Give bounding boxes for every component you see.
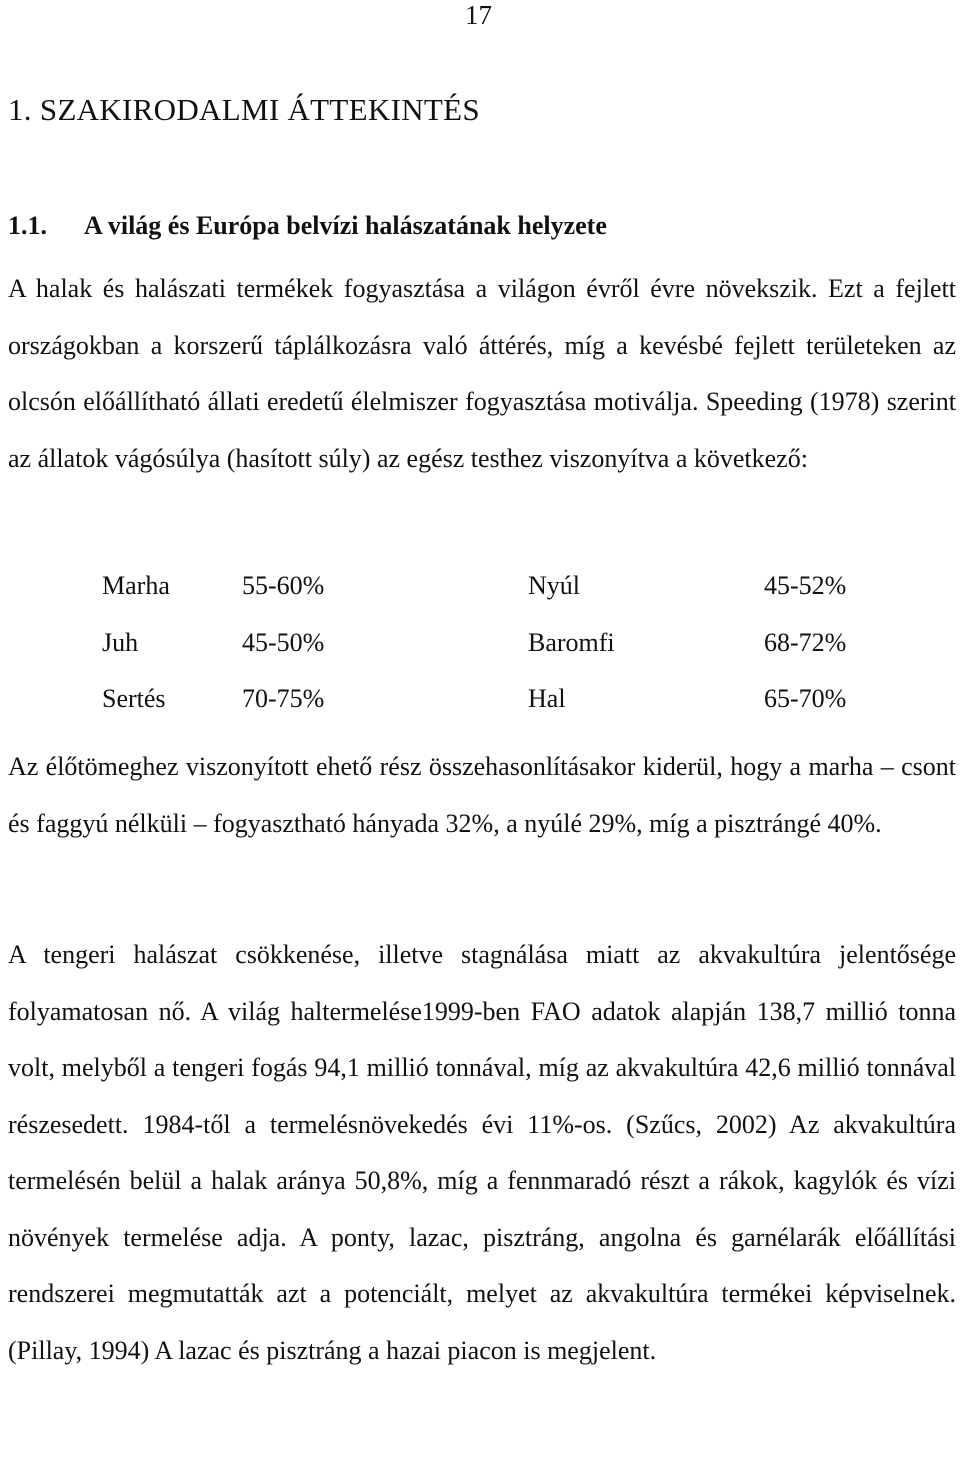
animal-name: Marha [102,571,170,601]
yield-value: 68-72% [764,627,847,657]
paragraph-intro: A halak és halászati termékek fogyasztása a világon évről évre növekszik. Ezt a fejlett országokban a korszerű táplálkozásra való áttérés, míg a kevésbé fejlett területeken az olcsón előállítható állati eredetű élelmiszer fogyasztása motiválja. Speeding (1978) szerint az állatok vágósúlya (hasított súly) az egész testhez viszonyítva a következő: [8,274,956,473]
table-row [102,671,874,728]
section-title: A világ és Európa belvízi halászatának helyzete [84,211,607,240]
animal-name: Juh [102,627,139,657]
yield-table [102,558,874,728]
paragraph-aquaculture: A tengeri halászat csökkenése, illetve stagnálása miatt az akvakultúra jelentősége folyamatosan nő. A világ haltermelése1999-ben FAO adatok alapján 138,7 millió tonna volt, melyből a tengeri fogás 94,1 millió tonnával, míg az akvakultúra 42,6 millió tonnával részesedett. 1984-től a termelésnövekedés évi 11%-os. (Szűcs, 2002) Az akvakultúra termelésén belül a halak aránya 50,8%, míg a fennmaradó részt a rákok, kagylók és vízi növények termelése adja. A ponty, lazac, pisztráng, angolna és garnélarák előállítási rendszerei megmutatták azt a potenciált, melyet az akvakultúra termékei képviselnek. (Pillay, 1994) A lazac és pisztráng a hazai piacon is megjelent. [8,940,956,1365]
section-number: 1.1. [8,211,47,240]
page-number: 17 [465,0,492,30]
table-row [102,615,874,672]
yield-value: 55-60% [242,571,325,601]
chapter-title: 1. SZAKIRODALMI ÁTTEKINTÉS [8,92,480,127]
yield-value: 65-70% [764,684,847,714]
animal-name: Hal [528,684,566,714]
paragraph-comparison: Az élőtömeghez viszonyított ehető rész összehasonlításakor kiderül, hogy a marha – csont és faggyú nélküli – fogyasztható hányada 32%, a nyúlé 29%, míg a pisztrángé 40%. [8,752,956,838]
section-heading [8,208,607,244]
animal-name: Baromfi [528,627,615,657]
yield-value: 70-75% [242,684,325,714]
yield-value: 45-50% [242,627,325,657]
yield-value: 45-52% [764,571,847,601]
table-row [102,558,874,615]
animal-name: Sertés [102,684,166,714]
animal-name: Nyúl [528,571,580,601]
